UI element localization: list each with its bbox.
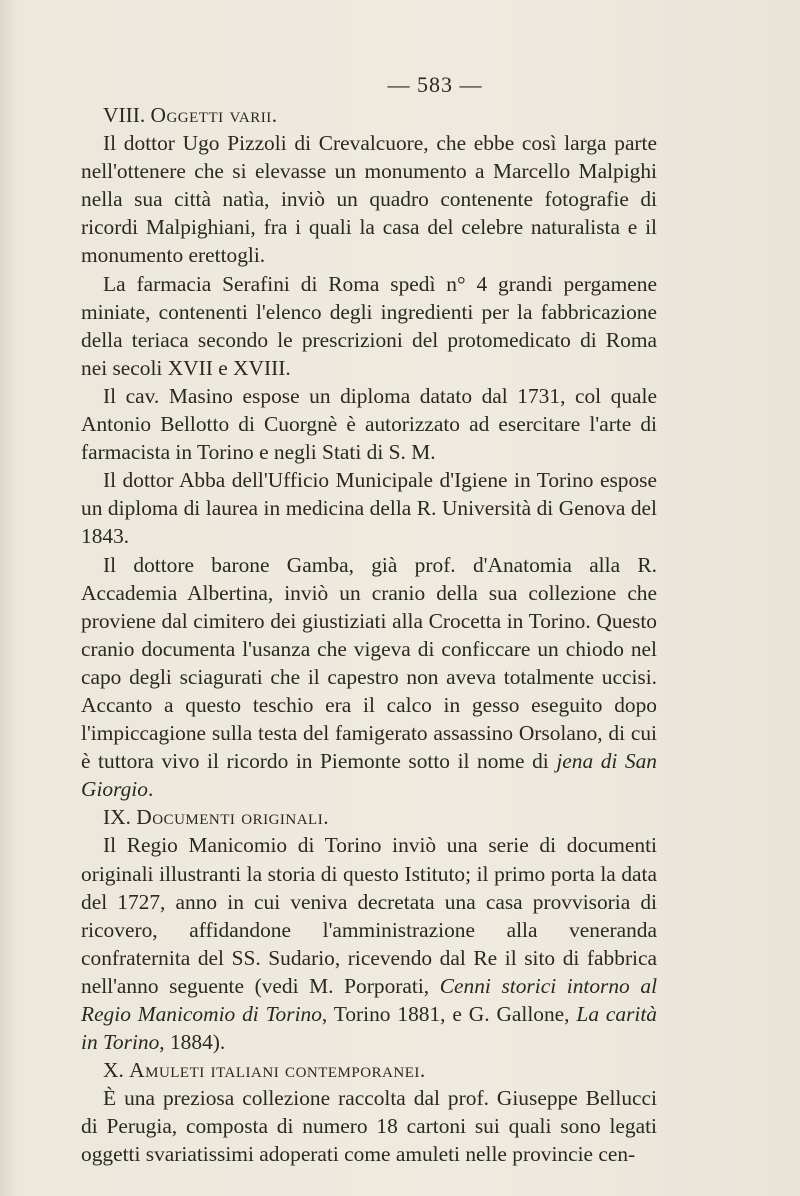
- paragraph: La farmacia Serafini di Roma spedì n° 4 grandi pergamene miniate, contenenti l'elenco degli ingredienti per la fabbricazione della teriaca secondo le prescrizioni del protomedicato di Roma nei secoli XVII e XVIII.: [81, 271, 657, 380]
- section-heading-viii: [81, 101, 657, 129]
- italic-title: La carità in Torino: [81, 1002, 657, 1055]
- paragraph: Il cav. Masino espose un diploma datato dal 1731, col quale Antonio Bellotto di Cuorgnè è autorizzato ad esercitare l'arte di farmacista in Torino e negli Stati di S. M.: [81, 383, 657, 465]
- section-number: X.: [103, 1058, 124, 1083]
- page-number: — 583 —: [387, 72, 483, 97]
- section-heading-ix: [81, 803, 657, 831]
- body-text: [81, 101, 657, 1169]
- section-title: Amuleti italiani contemporanei.: [129, 1058, 426, 1083]
- section-heading-x: [81, 1056, 657, 1084]
- paragraph: [81, 551, 657, 804]
- section-number: VIII.: [103, 103, 146, 127]
- paragraph: Il dottor Abba dell'Ufficio Municipale d'Igiene in Torino espose un diploma di laurea in medicina della R. Università di Genova del 1843.: [81, 468, 657, 549]
- italic-title: Cenni storici intorno al Regio Manicomio di Torino: [81, 973, 658, 1026]
- section-number: IX.: [103, 805, 131, 830]
- paragraph: È una preziosa collezione raccolta dal prof. Giuseppe Bellucci di Perugia, composta di numero 18 cartoni sui quali sono legati oggetti svariatissimi adoperati come amuleti nelle provincie cen-: [81, 1086, 657, 1167]
- paragraph-text: Il Regio Manicomio di Torino inviò una serie di documenti originali illustranti la storia di questo Istituto; il primo porta la data del 1727, anno in cui veniva decretata una casa provvisoria di ricovero, affidandone l'amministrazione alla veneranda confraternita del SS. Sudario, ricevendo dal Re il sito di fabbrica nell'anno seguente (vedi M. Porporati,: [81, 833, 657, 998]
- paragraph-text: , Torino 1881, e G. Gallone,: [321, 1002, 577, 1026]
- italic-text: jena di San Giorgio: [81, 749, 657, 802]
- paragraph: Il dottor Ugo Pizzoli di Crevalcuore, che ebbe così larga parte nell'ottenere che si elevasse un monumento a Marcello Malpighi nella sua città natìa, inviò un quadro contenente fotografie di ricordi Malpighiani, fra i quali la casa del celebre naturalista e il monumento erettogli.: [81, 131, 657, 268]
- section-title: Oggetti varii.: [150, 103, 278, 127]
- section-title: Documenti originali.: [136, 805, 330, 830]
- paragraph-text: Il dottore barone Gamba, già prof. d'Anatomia alla R. Accademia Albertina, inviò un cranio della sua collezione che proviene dal cimitero dei giustiziati alla Crocetta in Torino. Questo cranio documenta l'usanza che vigeva di conficcare un chiodo nel capo degli sciagurati che il capestro non aveva totalmente uccisi. Accanto a questo teschio era il calco in gesso eseguito dopo l'impiccagione sulla testa del famigerato assassino Orsolano, di cui è tuttora vivo il ricordo in Piemonte sotto il nome di: [81, 552, 657, 774]
- paragraph-text: , 1884).: [159, 1030, 226, 1055]
- paragraph-text: .: [147, 777, 154, 802]
- paragraph: [81, 831, 657, 1056]
